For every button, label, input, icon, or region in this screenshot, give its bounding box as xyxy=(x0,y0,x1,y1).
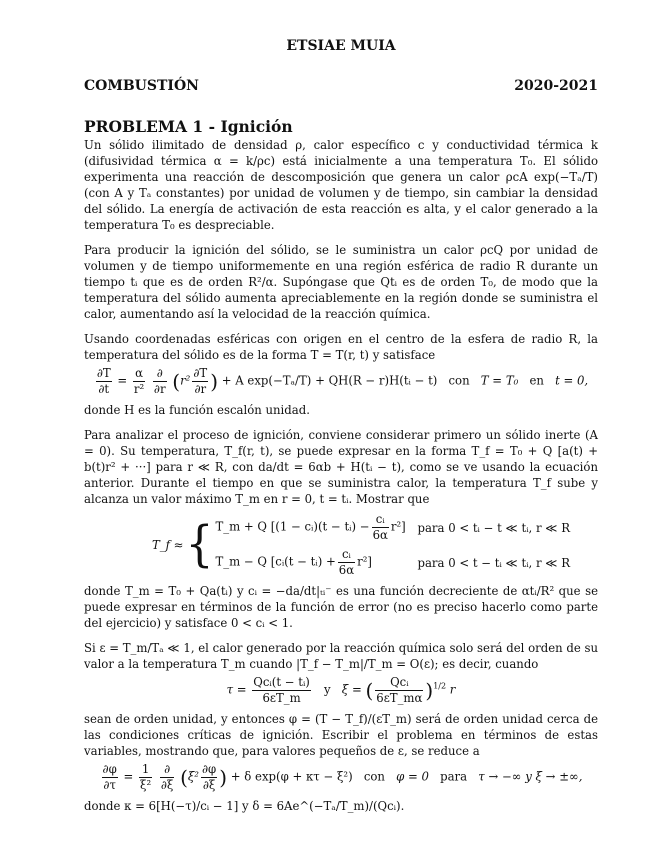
course-name: COMBUSTIÓN xyxy=(84,78,199,94)
equation-reduced: $\frac{\partial\varphi}{\partial\tau}$ = $\frac{1}{\text{ξ²}}$ $\frac{\partial}{\partial\xi}$ (ξ² $\frac{\partial\varphi}{\partial\xi}$ ) + δ exp(φ + κτ − ξ²) con φ = 0 para τ → −∞ y ξ → ±∞, xyxy=(102,762,583,792)
paragraph-5: Para analizar el proceso de ignición, conviene considerar primero un sólido inerte (A = 0). Su temperatura, T_f(r, t), se puede expresar en la forma T_f = T₀ + Q [a(t) + b(t)r² + ···] para r ≪ R, con da/dt = 6αb + H(tᵢ − t), como se ve usando la ecuación anterior. Durante el tiempo en que se suministra calor, la temperatura T_f sube y alcanza un valor máximo T_m en r = 0, t = tᵢ. Mostrar que xyxy=(84,428,598,506)
paragraph-3: Usando coordenadas esféricas con origen en el centro de la esfera de radio R, la temperatura del sólido es de la forma T = T(r, t) y satisface xyxy=(84,332,598,362)
academic-year: 2020-2021 xyxy=(514,78,598,94)
institution-title: ETSIAE MUIA xyxy=(286,38,396,54)
paragraph-8: sean de orden unidad, y entonces φ = (T − T_f)/(εT_m) será de orden unidad cerca de las condiciones críticas de ignición. Escribir el problema en términos de estas variables, mostrando que, para valores pequeños de ε, se reduce a xyxy=(84,712,598,758)
paragraph-1: Un sólido ilimitado de densidad ρ, calor específico c y conductividad térmica k (difusividad térmica α = k/ρc) está inicialmente a una temperatura T₀. El sólido experimenta una reacción de descomposición que genera un calor ρcA exp(−Tₐ/T) (con A y Tₐ constantes) por unidad de volumen y de tiempo, sin cambiar la densidad del sólido. La energía de activación de esta reacción es alta, y el calor generado a la temperatura T₀ es despreciable. xyxy=(84,138,598,232)
equation-inert-solution: T_f ≈ { T_m + Q [(1 − cᵢ)(t − tᵢ) − $\frac{\text{cᵢ}}{6\alpha}$ r²] para 0 < tᵢ − t ≪ tᵢ, r ≪ R T_m − Q [cᵢ(t − tᵢ) + $\frac{\text{cᵢ}}{6\alpha}$ r²] para 0 < t − tᵢ ≪ tᵢ, r ≪ R xyxy=(152,512,571,577)
paragraph-4: donde H es la función escalón unidad. xyxy=(84,403,310,417)
paragraph-2: Para producir la ignición del sólido, se le suministra un calor ρcQ por unidad de volumen y de tiempo uniformemente en una región esférica de radio R durante un tiempo tᵢ que es de orden R²/α. Supóngase que Qtᵢ es de orden T₀, de modo que la temperatura del sólido aumenta apreciablemente en la región donde se suministra el calor, aumentando así la velocidad de la reacción química. xyxy=(84,243,598,321)
paragraph-7: Si ε = T_m/Tₐ ≪ 1, el calor generado por la reacción química solo será del orden de su valor a la temperatura T_m cuando |T_f − T_m|/T_m = O(ε); es decir, cuando xyxy=(84,641,598,671)
paragraph-9: donde κ = 6[H(−τ)/cᵢ − 1] y δ = 6Ae^(−Tₐ/T_m)/(Qcᵢ). xyxy=(84,799,405,813)
paragraph-6: donde T_m = T₀ + Qa(tᵢ) y cᵢ = −da/dt|ₜᵢ⁻ es una función decreciente de αtᵢ/R² que se puede expresar en términos de la función de error (no es preciso hacerlo como parte del ejercicio) y satisface 0 < cᵢ < 1. xyxy=(84,584,598,630)
equation-variables: τ = $\frac{\text{Qcᵢ(t − tᵢ)}}{6\varepsilon T\_m}$ y ξ = ( $\frac{\text{Qcᵢ}}{6\varepsilon T\_m\alpha}$ )$^{1/2}$ r xyxy=(226,675,456,705)
problem-title: PROBLEMA 1 - Ignición xyxy=(84,117,293,136)
equation-heat: $\frac{\partial T}{\partial t}$ = $\frac{\alpha}{\text{r²}}$ $\frac{\partial}{\partial r}$ (r² $\frac{\partial T}{\partial r}$ ) + A exp(−Tₐ/T) + QH(R − r)H(tᵢ − t) con T = T₀ en t = 0, xyxy=(96,366,589,396)
course-header xyxy=(84,78,598,94)
